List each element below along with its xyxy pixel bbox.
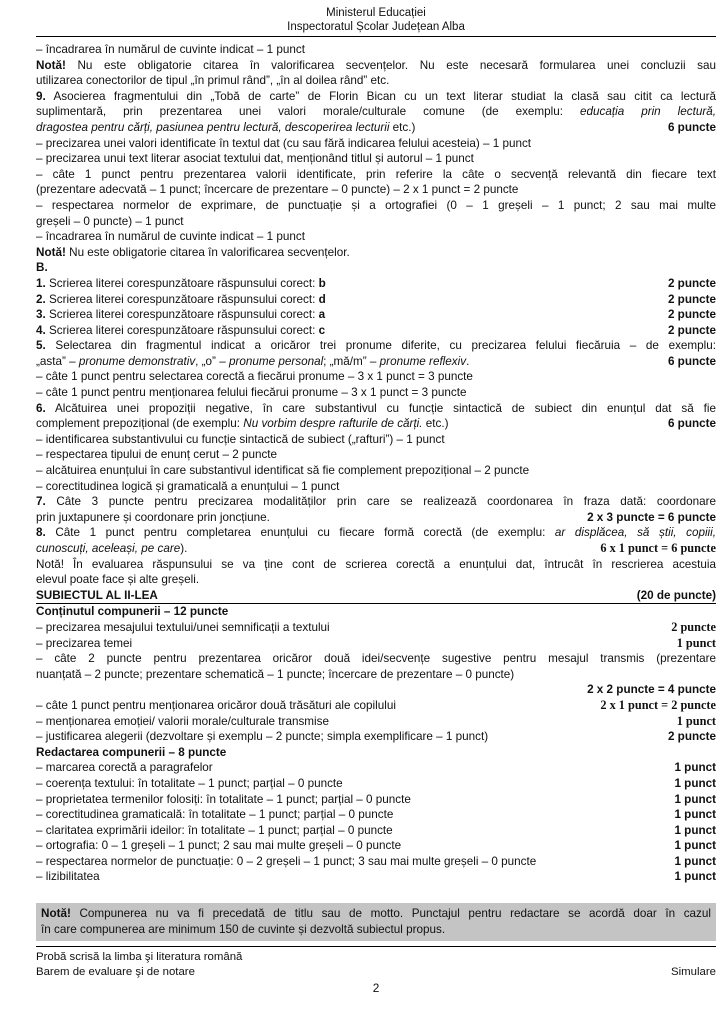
points-value: 6 puncte [667, 120, 716, 134]
page-footer [36, 950, 716, 995]
line-text: – justificarea alegerii (dezvoltare și exemplu – 2 puncte; simpla exemplificare – 1 punct) [36, 730, 489, 744]
line-text: complement prepozițional (de exemplu: Nu vorbim despre rafturile de cărți. etc.) [36, 417, 449, 431]
line-text: greșeli – 0 puncte) – 1 punct [36, 214, 184, 228]
line-text: – câte 1 punct pentru menționarea felului fiecărui pronume – 3 x 1 punct = 3 puncte [36, 386, 467, 400]
body-line [36, 698, 716, 714]
body-line [36, 463, 716, 479]
points-value: 2 puncte [671, 619, 716, 634]
line-text: „asta” – pronume demonstrativ, „o” – pronume personal; „mă/m” – pronume reflexiv. [36, 354, 470, 368]
points-value: 1 punct [674, 823, 716, 837]
body-line [36, 245, 716, 261]
line-text: 1. Scrierea literei corespunzătoare răspunsului corect: b [36, 276, 326, 290]
body-line [36, 838, 716, 854]
line-text: nuanțată – 2 puncte; prezentare schematică – 1 puncte; încercare de prezentare – 0 puncte) [36, 667, 515, 681]
line-text: 9. Asocierea fragmentului din „Tobă de carte” de Florin Bican cu un text literar studiat la clasă sau citit ca lectură [36, 89, 716, 103]
body-line [36, 557, 716, 573]
line-text: – câte 1 punct pentru prezentarea valorii identificate, prin referire la câte o secvență relevantă din fiecare text [36, 167, 716, 181]
line-text: – precizarea mesajului textului/unei semnificații a textului [36, 620, 330, 634]
body-line [36, 104, 716, 120]
body-line [36, 182, 716, 198]
body-line [36, 869, 716, 885]
points-value: 2 x 3 puncte = 6 puncte [587, 510, 716, 524]
points-value: 6 x 1 punct = 6 puncte [600, 541, 716, 555]
body-line [36, 369, 716, 385]
body-line [36, 760, 716, 776]
body-line [36, 276, 716, 292]
line-text: Conținutul compunerii – 12 puncte [36, 605, 229, 619]
body-line [36, 651, 716, 667]
body-line [36, 42, 716, 58]
line-text: – respectarea normelor de punctuație: 0 – 2 greșeli – 1 punct; 3 sau mai multe greșeli – 0 puncte [36, 854, 537, 868]
line-text: – precizarea temei [36, 636, 133, 650]
line-text: – claritatea exprimării ideilor: în totalitate – 1 punct; parțial – 0 puncte [36, 823, 393, 837]
body-line [36, 385, 716, 401]
footer-session: Simulare [671, 966, 716, 979]
header-inspectorate: Inspectoratul Școlar Județean Alba [287, 21, 465, 33]
line-text: Redactarea compunerii – 8 puncte [36, 745, 227, 759]
body-line [36, 323, 716, 339]
body-line [36, 292, 716, 308]
body-line [36, 260, 716, 276]
line-text: 8. Câte 1 punct pentru completarea enunțului cu fiecare formă corectă (de exemplu: ar displăcea, să știi, copiii, [36, 526, 717, 540]
body-line [36, 745, 716, 761]
body-line [36, 151, 716, 167]
points-value: 2 puncte [667, 323, 716, 337]
line-text: Notă! Compunerea nu va fi precedată de titlu sau de motto. Punctajul pentru redactare se acordă doar în cazul [41, 907, 711, 921]
body-line [36, 776, 716, 792]
points-value: 2 puncte [667, 730, 716, 744]
points-value: 1 punct [674, 776, 716, 790]
body-line [36, 922, 716, 942]
points-value: 6 puncte [667, 354, 716, 368]
line-text: – câte 2 puncte pentru prezentarea oricăror două idei/secvențe sugestive pentru mesajul transmis (prezentare [36, 652, 716, 666]
line-text: – corectitudinea logică și gramaticală a enunțului – 1 punct [36, 479, 340, 493]
body-line [36, 307, 716, 323]
line-text: 4. Scrierea literei corespunzătoare răspunsului corect: c [36, 323, 326, 337]
body-line [36, 354, 716, 370]
body-line [36, 416, 716, 432]
line-text: – încadrarea în numărul de cuvinte indicat – 1 punct [36, 230, 305, 244]
line-text: suplimentară, prin prezentarea unei valori morale/culturale comune (de exemplu: educația prin lectură, [36, 105, 716, 119]
line-text: – coerența textului: în totalitate – 1 punct; parțial – 0 puncte [36, 776, 343, 790]
body-line [36, 604, 716, 620]
body-line [36, 136, 716, 152]
body-line [36, 714, 716, 730]
document-body [36, 42, 716, 941]
line-text: Notă! În evaluarea răspunsului se va ține cont de scrierea corectă a enunțului dat, întrucât în rescrierea acestuia [36, 557, 716, 571]
line-text: 5. Selectarea din fragmentul indicat a oricăror trei pronume diferite, cu precizarea felului fiecăruia – de exemplu: [36, 339, 716, 353]
body-line [36, 572, 716, 588]
body-line [36, 214, 716, 230]
line-text: Notă! Nu este obligatorie citarea în valorificarea secvențelor. [36, 245, 350, 259]
line-text: – lizibilitatea [36, 870, 100, 884]
body-line [36, 338, 716, 354]
body-line [36, 58, 716, 74]
line-text: – precizarea unei valori identificate în textul dat (cu sau fără indicarea felului acesteia) – 1 punct [36, 136, 532, 150]
body-line [36, 120, 716, 136]
line-text: B. [36, 261, 48, 275]
line-text: – respectarea tipului de enunț cerut – 2 puncte [36, 448, 278, 462]
line-text: cunoscuți, aceleași, pe care). [36, 542, 188, 555]
body-line [36, 229, 716, 245]
body-line [36, 401, 716, 417]
body-line [36, 807, 716, 823]
line-text: – încadrarea în numărul de cuvinte indicat – 1 punct [36, 43, 305, 56]
page-header [36, 6, 716, 34]
body-line [36, 494, 716, 510]
line-text: – ortografia: 0 – 1 greșeli – 1 punct; 2 sau mai multe greșeli – 0 puncte [36, 839, 402, 853]
line-text: – menționarea emoției/ valorii morale/culturale transmise [36, 714, 329, 728]
line-text: în care compunerea are minimum 150 de cuvinte și dezvoltă subiectul propus. [41, 922, 446, 936]
body-line [36, 792, 716, 808]
body-line [36, 73, 716, 89]
points-value: 1 punct [674, 854, 716, 868]
body-line [36, 198, 716, 214]
page-number: 2 [372, 980, 380, 995]
line-text: 6. Alcătuirea unei propoziții negative, în care substantivul cu funcție sintactică de subiect din enunțul dat să fie [36, 401, 716, 415]
line-text: – precizarea unui text literar asociat textului dat, menționând titlul și autorul – 1 punct [36, 152, 474, 166]
line-text: utilizarea conectorilor de tipul „în primul rând”, „în al doilea rând” etc. [36, 74, 390, 88]
line-text: prin juxtapunere și coordonare prin joncțiune. [36, 510, 270, 524]
line-text: – marcarea corectă a paragrafelor [36, 761, 213, 775]
points-value: 2 x 2 puncte = 4 puncte [587, 683, 716, 697]
line-text: – alcătuirea enunțului în care substantivul identificat să fie complement prepozițional – 2 puncte [36, 464, 530, 478]
points-value: (20 de puncte) [636, 588, 716, 602]
points-value: 1 punct [674, 761, 716, 775]
line-text: – proprietatea termenilor folosiți: în totalitate – 1 punct; parțial – 0 puncte [36, 792, 411, 806]
line-text: 3. Scrierea literei corespunzătoare răspunsului corect: a [36, 308, 326, 322]
footer-exam-name: Probă scrisă la limba şi literatura română [36, 951, 243, 964]
body-line [36, 588, 716, 605]
body-line [36, 620, 716, 636]
body-line [36, 479, 716, 495]
points-value: 6 puncte [667, 417, 716, 431]
points-value: 2 x 1 punct = 2 puncte [600, 697, 716, 712]
line-text: Notă! Nu este obligatorie citarea în valorificarea secvențelor. Nu este necesară formularea unei concluzii sau [36, 58, 716, 72]
line-text: – respectarea normelor de exprimare, de punctuație și a ortografiei (0 – 1 greșeli – 1 punct; 2 sau mai multe [36, 198, 716, 212]
points-value: 1 punct [676, 713, 716, 728]
body-line [36, 447, 716, 463]
body-line [36, 729, 716, 745]
body-line [36, 823, 716, 839]
line-text: elevul poate face și alte greșeli. [36, 573, 200, 587]
points-value: 2 puncte [667, 276, 716, 290]
line-text: 7. Câte 3 puncte pentru precizarea modalităților prin care se realizează coordonarea în fraza dată: coordonare [36, 495, 716, 509]
body-line [36, 667, 716, 683]
body-line [36, 636, 716, 652]
line-text: (prezentare adecvată – 1 punct; încercare de prezentare – 0 puncte) – 2 x 1 punct = 2 puncte [36, 183, 519, 197]
line-text: 2. Scrierea literei corespunzătoare răspunsului corect: d [36, 292, 326, 306]
line-text: – identificarea substantivului cu funcție sintactică de subiect („rafturi”) – 1 punct [36, 432, 445, 446]
footer-doc-type: Barem de evaluare şi de notare [36, 966, 195, 979]
body-line [36, 510, 716, 526]
points-value: 1 punct [674, 839, 716, 853]
line-text: – corectitudinea gramaticală: în totalitate – 1 punct; parțial – 0 puncte [36, 808, 394, 822]
line-text: – câte 1 punct pentru menționarea oricăror două trăsături ale copilului [36, 698, 396, 712]
header-ministry: Ministerul Educației [326, 7, 426, 19]
points-value: 1 punct [676, 635, 716, 650]
body-line [36, 525, 716, 541]
body-line [36, 682, 716, 698]
line-text: SUBIECTUL AL II-LEA [36, 588, 158, 602]
body-line [36, 854, 716, 870]
body-line [36, 903, 716, 922]
body-line [36, 432, 716, 448]
header-rule [36, 36, 716, 37]
line-text: dragostea pentru cărți, pasiunea pentru lectură, descoperirea lecturii etc.) [36, 120, 416, 134]
points-value: 2 puncte [667, 292, 716, 306]
points-value: 1 punct [674, 870, 716, 884]
body-line [36, 167, 716, 183]
points-value: 2 puncte [667, 308, 716, 322]
footer-rule [36, 946, 716, 947]
line-text: – câte 1 punct pentru selectarea corectă a fiecărui pronume – 3 x 1 punct = 3 puncte [36, 370, 473, 384]
points-value: 1 punct [674, 808, 716, 822]
body-line [36, 541, 716, 557]
points-value: 1 punct [674, 792, 716, 806]
body-line [36, 89, 716, 105]
